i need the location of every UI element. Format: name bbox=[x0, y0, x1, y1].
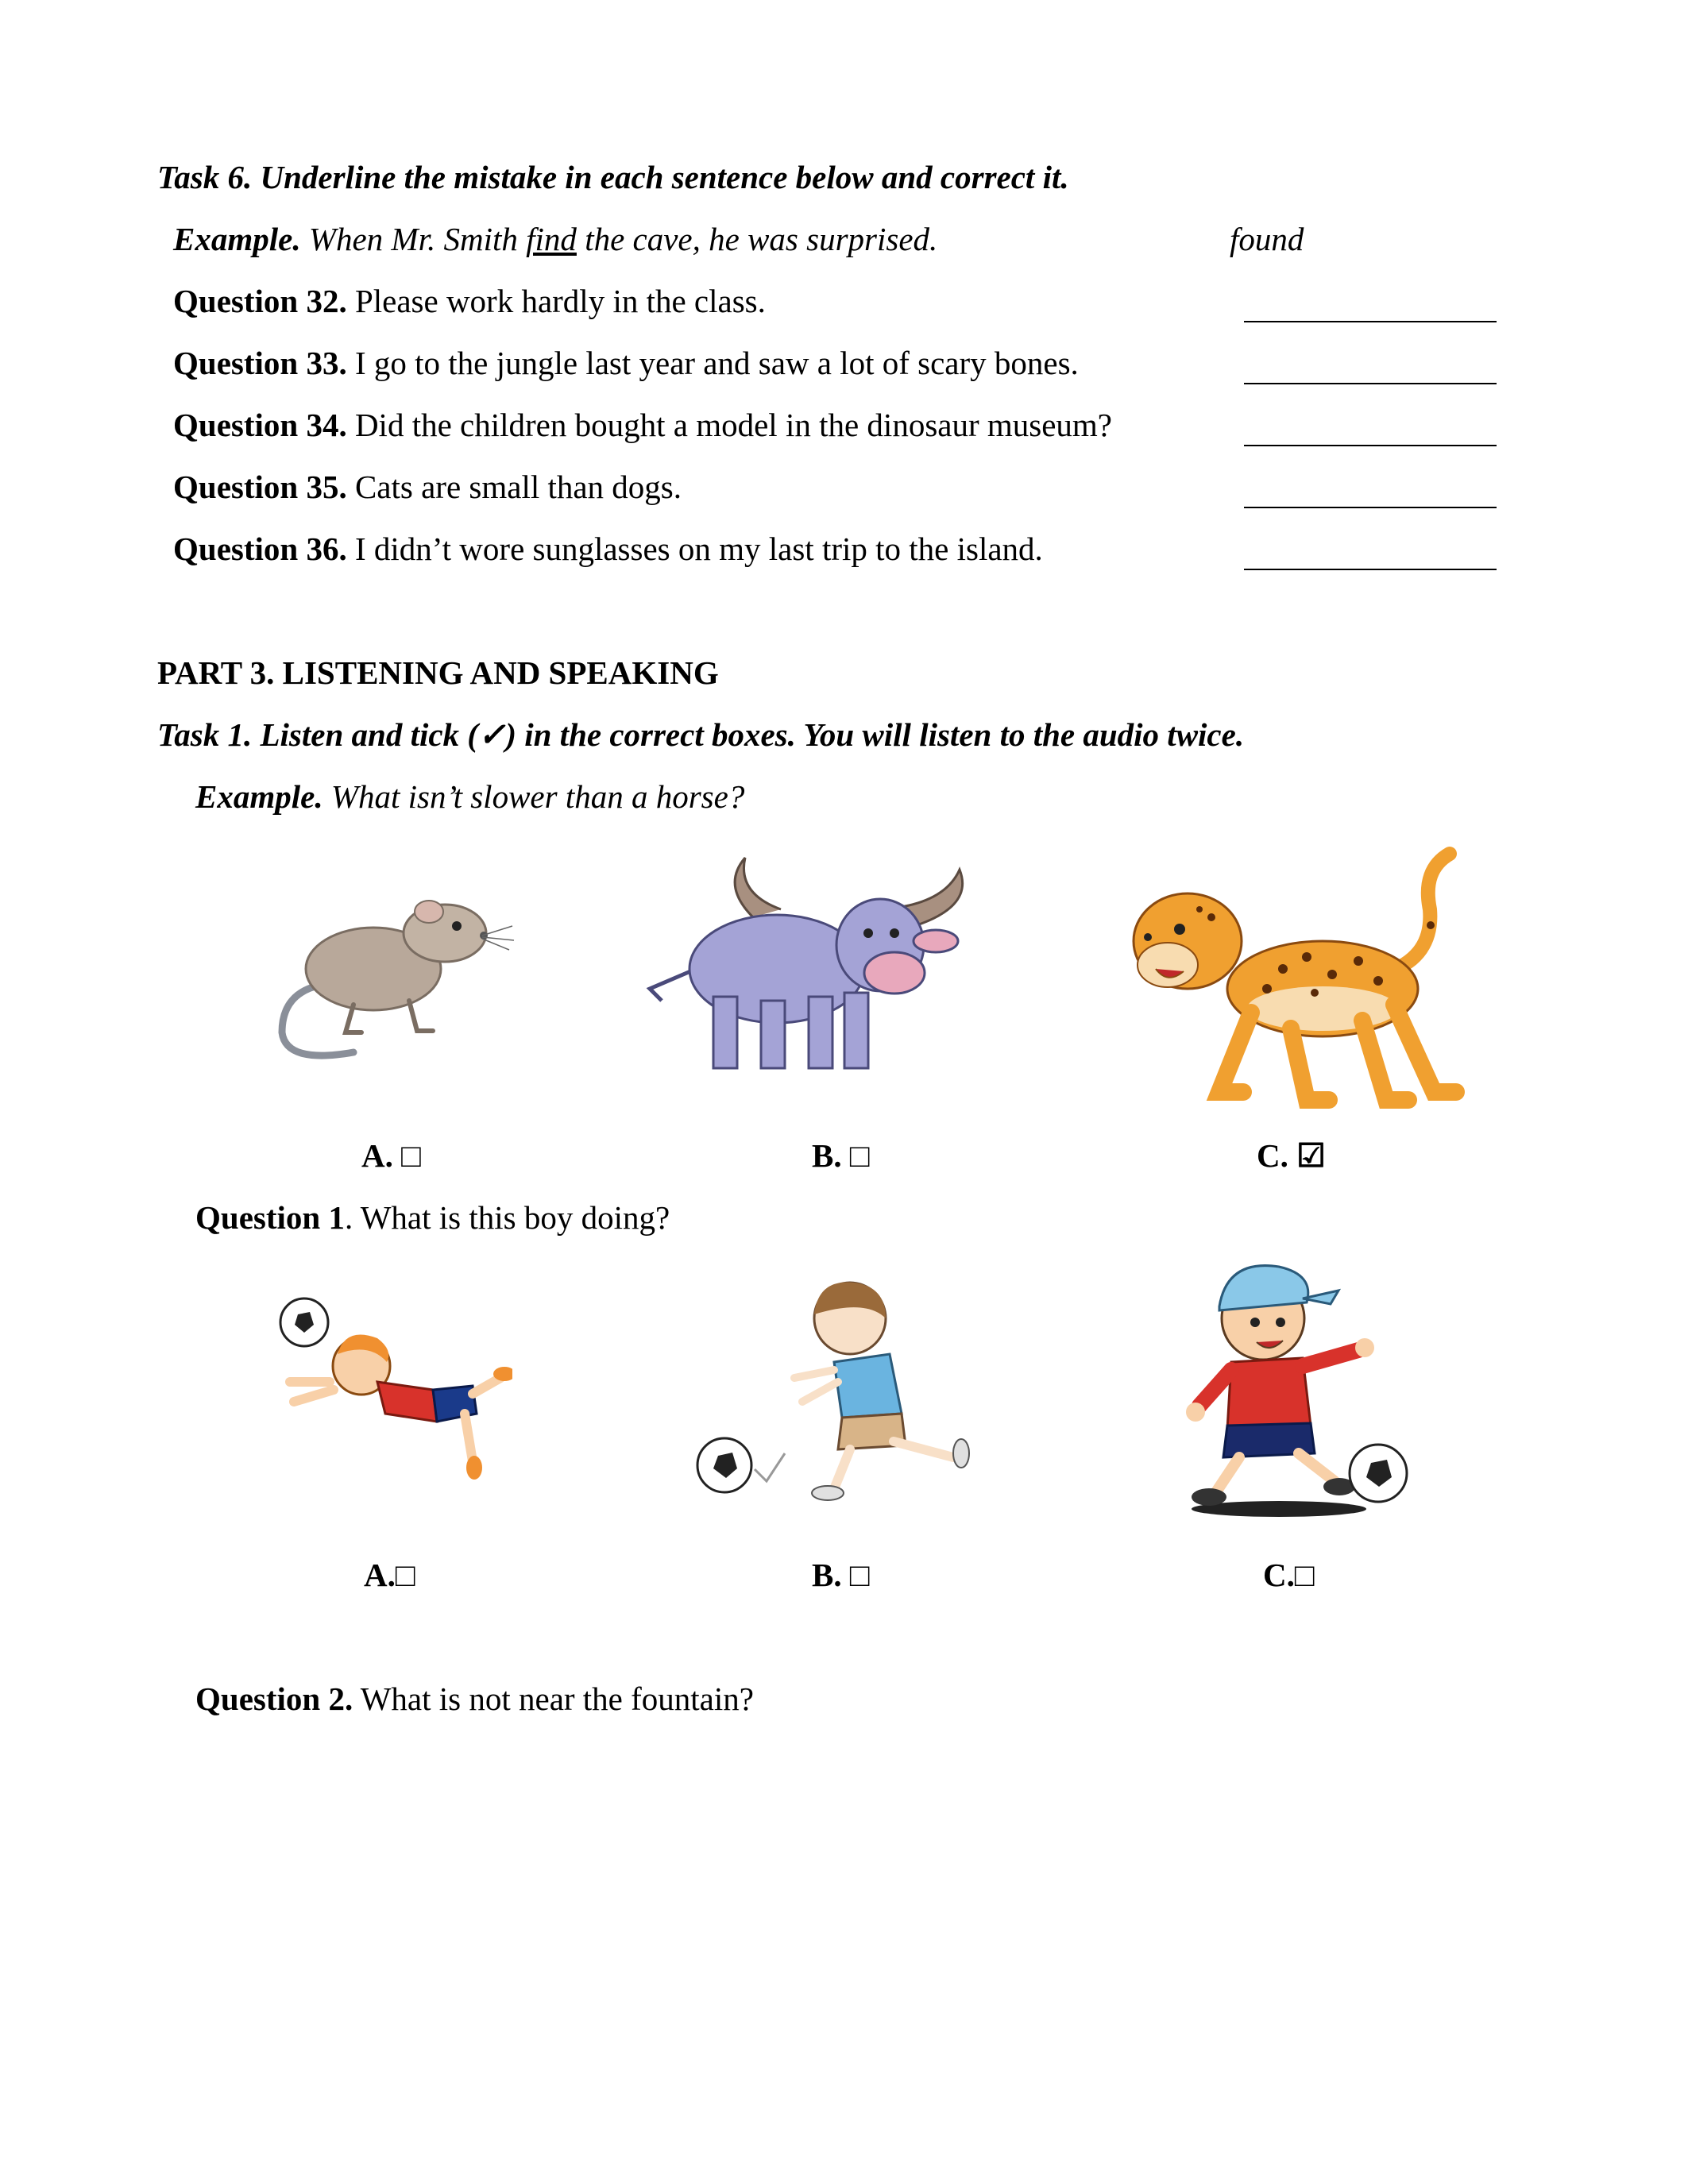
example-option-b[interactable]: B. □ bbox=[812, 1137, 870, 1174]
question-34 bbox=[173, 405, 1112, 445]
example-label: Example. bbox=[195, 778, 323, 815]
example-label: Example. bbox=[173, 221, 301, 257]
question-label: Question 1 bbox=[195, 1199, 345, 1236]
question1-option-b[interactable]: B. □ bbox=[812, 1557, 870, 1593]
answer-blank-35[interactable] bbox=[1244, 507, 1497, 508]
answer-blank-36[interactable] bbox=[1244, 569, 1497, 570]
tick-icon: ✓ bbox=[477, 716, 506, 753]
question-text: What is not near the fountain? bbox=[360, 1680, 754, 1717]
example-answer: found bbox=[1230, 221, 1304, 257]
example-mistake: find bbox=[526, 221, 577, 257]
question-text: . What is this boy doing? bbox=[344, 1199, 670, 1236]
boy-running-after-ball-image bbox=[691, 1275, 1009, 1513]
question-label: Question 33. bbox=[173, 345, 347, 381]
question-32 bbox=[173, 281, 766, 321]
question-36 bbox=[173, 529, 1043, 569]
part3-example bbox=[195, 777, 744, 816]
task6-example bbox=[173, 219, 937, 259]
question-33 bbox=[173, 343, 1079, 383]
question-label: Question 35. bbox=[173, 469, 347, 505]
example-before: When Mr. Smith bbox=[308, 221, 518, 257]
question-label: Question 36. bbox=[173, 531, 347, 567]
task1-title-before: Task 1. Listen and tick ( bbox=[157, 716, 478, 753]
question-35 bbox=[173, 467, 682, 507]
question-label: Question 32. bbox=[173, 283, 347, 319]
answer-blank-33[interactable] bbox=[1244, 383, 1497, 384]
task1-title-after: ) in the correct boxes. You will listen to the audio twice. bbox=[505, 716, 1245, 753]
task1-title bbox=[157, 715, 1244, 754]
rat-image bbox=[266, 874, 528, 1064]
example-question: What isn’t slower than a horse? bbox=[330, 778, 745, 815]
question-text: Cats are small than dogs. bbox=[354, 469, 682, 505]
task6-title: Task 6. Underline the mistake in each sentence below and correct it. bbox=[157, 159, 1069, 195]
listening-question-2 bbox=[195, 1679, 754, 1719]
question-label: Question 2. bbox=[195, 1680, 353, 1717]
question-text: Please work hardly in the class. bbox=[354, 283, 766, 319]
part3-heading: PART 3. LISTENING AND SPEAKING bbox=[157, 654, 719, 691]
example-after: the cave, he was surprised. bbox=[585, 221, 938, 257]
listening-question-1 bbox=[195, 1198, 670, 1237]
example-option-a[interactable]: A. □ bbox=[361, 1137, 421, 1174]
question-text: I didn’t wore sunglasses on my last trip to the island. bbox=[354, 531, 1043, 567]
answer-blank-34[interactable] bbox=[1244, 445, 1497, 446]
buffalo-image bbox=[642, 854, 1039, 1084]
question-label: Question 34. bbox=[173, 407, 347, 443]
boy-kicking-ball-image bbox=[1152, 1255, 1422, 1525]
cheetah-image bbox=[1124, 838, 1474, 1116]
boy-catching-ball-image bbox=[274, 1295, 512, 1493]
question1-option-c[interactable]: C.□ bbox=[1263, 1557, 1315, 1593]
question1-option-a[interactable]: A.□ bbox=[364, 1557, 415, 1593]
question-text: Did the children bought a model in the dinosaur museum? bbox=[354, 407, 1113, 443]
example-option-c[interactable]: C. ☑ bbox=[1257, 1137, 1326, 1174]
question-text: I go to the jungle last year and saw a lot of scary bones. bbox=[354, 345, 1079, 381]
answer-blank-32[interactable] bbox=[1244, 321, 1497, 322]
